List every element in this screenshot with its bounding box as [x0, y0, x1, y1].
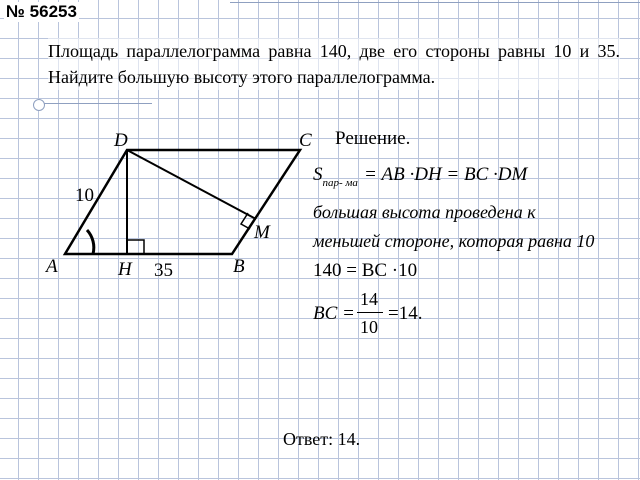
- equation-140: 140 = BC ·10: [313, 260, 418, 281]
- angle-a-arc: [87, 230, 94, 254]
- formula-rhs: = AB ·DH = BC ·DM: [363, 164, 528, 185]
- vertex-label-a: A: [46, 256, 58, 277]
- answer-text: Ответ: 14.: [283, 429, 361, 449]
- vertex-label-b: B: [233, 256, 245, 277]
- right-angle-marker-h: [127, 240, 144, 254]
- slide-number: № 56253: [6, 2, 77, 21]
- fraction-numerator: 14: [360, 289, 378, 309]
- side-label-ab: 35: [154, 260, 173, 281]
- fraction-denominator: 10: [360, 317, 378, 337]
- vertex-label-d: D: [114, 130, 128, 151]
- formula-s: S: [313, 164, 323, 185]
- vertex-label-m: M: [254, 222, 270, 243]
- vertex-label-h: H: [118, 259, 132, 280]
- height-dm: [127, 150, 256, 219]
- formula-subscript: пар- ма: [322, 177, 358, 189]
- area-formula: [313, 164, 527, 189]
- vertex-label-c: C: [299, 130, 312, 151]
- bc-result: =14.: [388, 303, 423, 324]
- solution-line-2: меньшей стороне, которая равна 10: [313, 231, 595, 251]
- fraction-bar: [357, 312, 383, 313]
- solution-line-1: большая высота проведена к: [313, 202, 536, 222]
- side-label-ad: 10: [75, 185, 94, 206]
- problem-statement: Площадь параллелограмма равна 140, две его стороны равны 10 и 35. Найдите большую высоту этого параллелограмма.: [48, 38, 620, 90]
- solution-heading: Решение.: [335, 128, 411, 149]
- bc-lhs: BC =: [313, 303, 355, 324]
